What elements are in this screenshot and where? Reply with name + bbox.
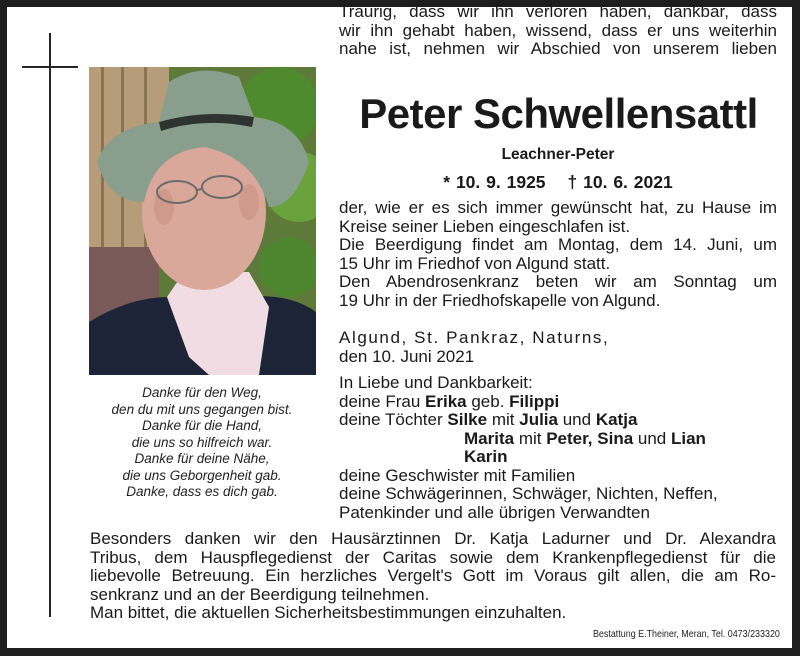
intro-line: nahe ist, nehmen wir Abschied von unserem lieben bbox=[339, 39, 777, 58]
thanks-line: Tribus, dem Hauspflegedienst der Caritas sowie dem Krankenpflegedienst für die bbox=[90, 547, 776, 567]
poem-line: Danke für die Hand, bbox=[141, 418, 263, 433]
wife-name: Erika bbox=[425, 391, 467, 411]
thanks-text bbox=[90, 530, 776, 623]
thanks-line: Man bittet, die aktuellen Sicherheitsbestimmungen einzuhalten. bbox=[90, 603, 567, 622]
birth-date: * 10. 9. 1925 bbox=[443, 172, 546, 192]
life-dates bbox=[339, 172, 777, 193]
body-line: Die Beerdigung findet am Montag, dem 14. Juni, um bbox=[339, 235, 777, 254]
family-daughter: deine Töchter Silke mit Julia und Katja bbox=[339, 410, 638, 429]
notice-date: den 10. Juni 2021 bbox=[339, 346, 475, 366]
deceased-nickname: Leachner-Peter bbox=[501, 146, 615, 163]
death-date: † 10. 6. 2021 bbox=[567, 172, 673, 192]
funeral-home-credit: Bestattung E.Theiner, Meran, Tel. 0473/233320 bbox=[593, 628, 780, 640]
thanks-line: Besonders danken wir den Hausärztinnen Dr. Katja Ladurner und Dr. Alexandra bbox=[90, 529, 776, 548]
wife-maiden-name: Filippi bbox=[509, 391, 560, 411]
family-daughter: Marita mit Peter, Sina und Lian bbox=[464, 428, 706, 448]
body-line: 15 Uhr im Friedhof von Algund statt. bbox=[339, 253, 611, 273]
portrait-photo bbox=[89, 67, 316, 375]
family-list bbox=[339, 374, 777, 522]
poem-line: die uns Geborgenheit gab. bbox=[122, 467, 282, 483]
thanks-line: senkranz und an der Beerdigung teilnehmen. bbox=[90, 584, 430, 604]
family-daughter: Karin bbox=[464, 447, 508, 466]
poem-line: Danke, dass es dich gab. bbox=[126, 484, 278, 499]
poem-line: Danke für den Weg, bbox=[142, 385, 262, 400]
poem-line: den du mit uns gegangen bist. bbox=[111, 401, 293, 417]
family-wife: deine Frau Erika geb. Filippi bbox=[339, 391, 560, 411]
intro-line: Traurig, dass wir ihn verloren haben, dankbar, dass bbox=[339, 2, 777, 21]
poem bbox=[90, 385, 314, 501]
deceased-name: Peter Schwellensattl bbox=[359, 90, 758, 137]
body-line: Kreise seiner Lieben eingeschlafen ist. bbox=[339, 216, 631, 236]
places: Algund, St. Pankraz, Naturns, bbox=[339, 328, 610, 347]
family-heading: In Liebe und Dankbarkeit: bbox=[339, 373, 533, 392]
intro-text bbox=[339, 3, 777, 59]
poem-line: Danke für deine Nähe, bbox=[134, 451, 270, 466]
family-other: deine Geschwister mit Familien bbox=[339, 465, 576, 485]
thanks-line: liebevolle Betreuung. Ein herzliches Vergelt's Gott im Voraus gilt allen, die am Ro- bbox=[90, 566, 776, 585]
place-date bbox=[339, 329, 777, 366]
poem-line: die uns so hilfreich war. bbox=[131, 434, 273, 450]
family-other: deine Schwägerinnen, Schwäger, Nichten, Neffen, bbox=[339, 484, 718, 503]
body-line: 19 Uhr in der Friedhofskapelle von Algund. bbox=[339, 290, 661, 310]
intro-line: wir ihn gehabt haben, wissend, dass er uns weiterhin bbox=[339, 20, 777, 40]
announcement-text bbox=[339, 199, 777, 310]
family-other: Patenkinder und alle übrigen Verwandten bbox=[339, 502, 650, 522]
body-line: der, wie er es sich immer gewünscht hat, zu Hause im bbox=[339, 198, 777, 217]
body-line: Den Abendrosenkranz beten wir am Sonntag um bbox=[339, 272, 777, 291]
cross-icon bbox=[49, 33, 51, 617]
cross-icon-bar bbox=[22, 66, 78, 68]
